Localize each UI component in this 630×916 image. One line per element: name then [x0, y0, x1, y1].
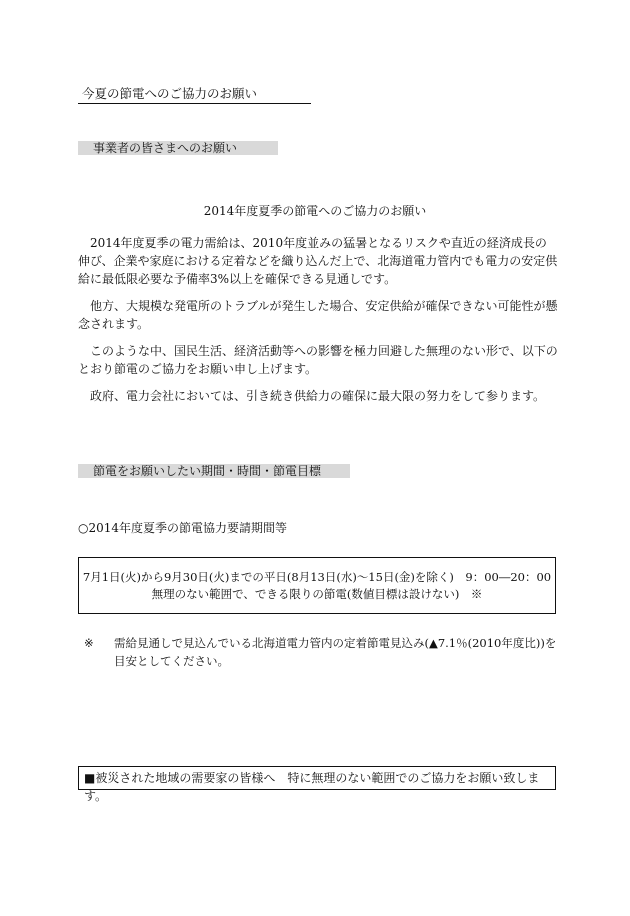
request-period-dates: 7月1日(火)から9月30日(火)までの平日(8月13日(水)～15日(金)を除く) 9：00―20：00 — [82, 570, 552, 584]
paragraph-government-effort: 政府、電力会社においては、引き続き供給力の確保に最大限の努力をして参ります。 — [90, 389, 546, 403]
paragraph-supply-outlook: 2014年度夏季の電力需給は、2010年度並みの猛暑となるリスクや直近の経済成長の伸び、企業や家庭における定着などを織り込んだ上で、北海道電力管内でも電力の安定供給に最低限必要な予備率3%以上を確保できる見通しです。 — [78, 236, 558, 286]
request-period-subheading: ○2014年度夏季の節電協力要請期間等 — [78, 521, 288, 535]
disaster-area-notice: ■被災された地域の需要家の皆様へ 特に無理のない範囲でのご協力をお願い致します。 — [78, 766, 556, 790]
section-label-period-target: 節電をお願いしたい期間・時間・節電目標 — [78, 464, 350, 478]
paragraph-risk-concern: 他方、大規模な発電所のトラブルが発生した場合、安定供給が確保できない可能性が懸念されます。 — [78, 299, 558, 331]
footnote-text: 需給見通しで見込んでいる北海道電力管内の定着節電見込み(▲7.1％(2010年度比))を目安としてください。 — [114, 636, 557, 668]
document-heading: 2014年度夏季の節電へのご協力のお願い — [203, 204, 427, 218]
paragraph-cooperation-request: このような中、国民生活、経済活動等への影響を極力回避した無理のない形で、以下のとおり節電のご協力をお願い申し上げます。 — [78, 344, 558, 376]
footnote-mark: ※ — [84, 636, 94, 650]
section-label-business-request: 事業者の皆さまへのお願い — [78, 141, 278, 155]
request-period-target: 無理のない範囲で、できる限りの節電(数値目標は設けない) ※ — [151, 587, 483, 601]
page-title: 今夏の節電へのご協力のお願い — [78, 86, 311, 104]
request-period-box — [78, 557, 556, 614]
footnote — [84, 634, 559, 670]
